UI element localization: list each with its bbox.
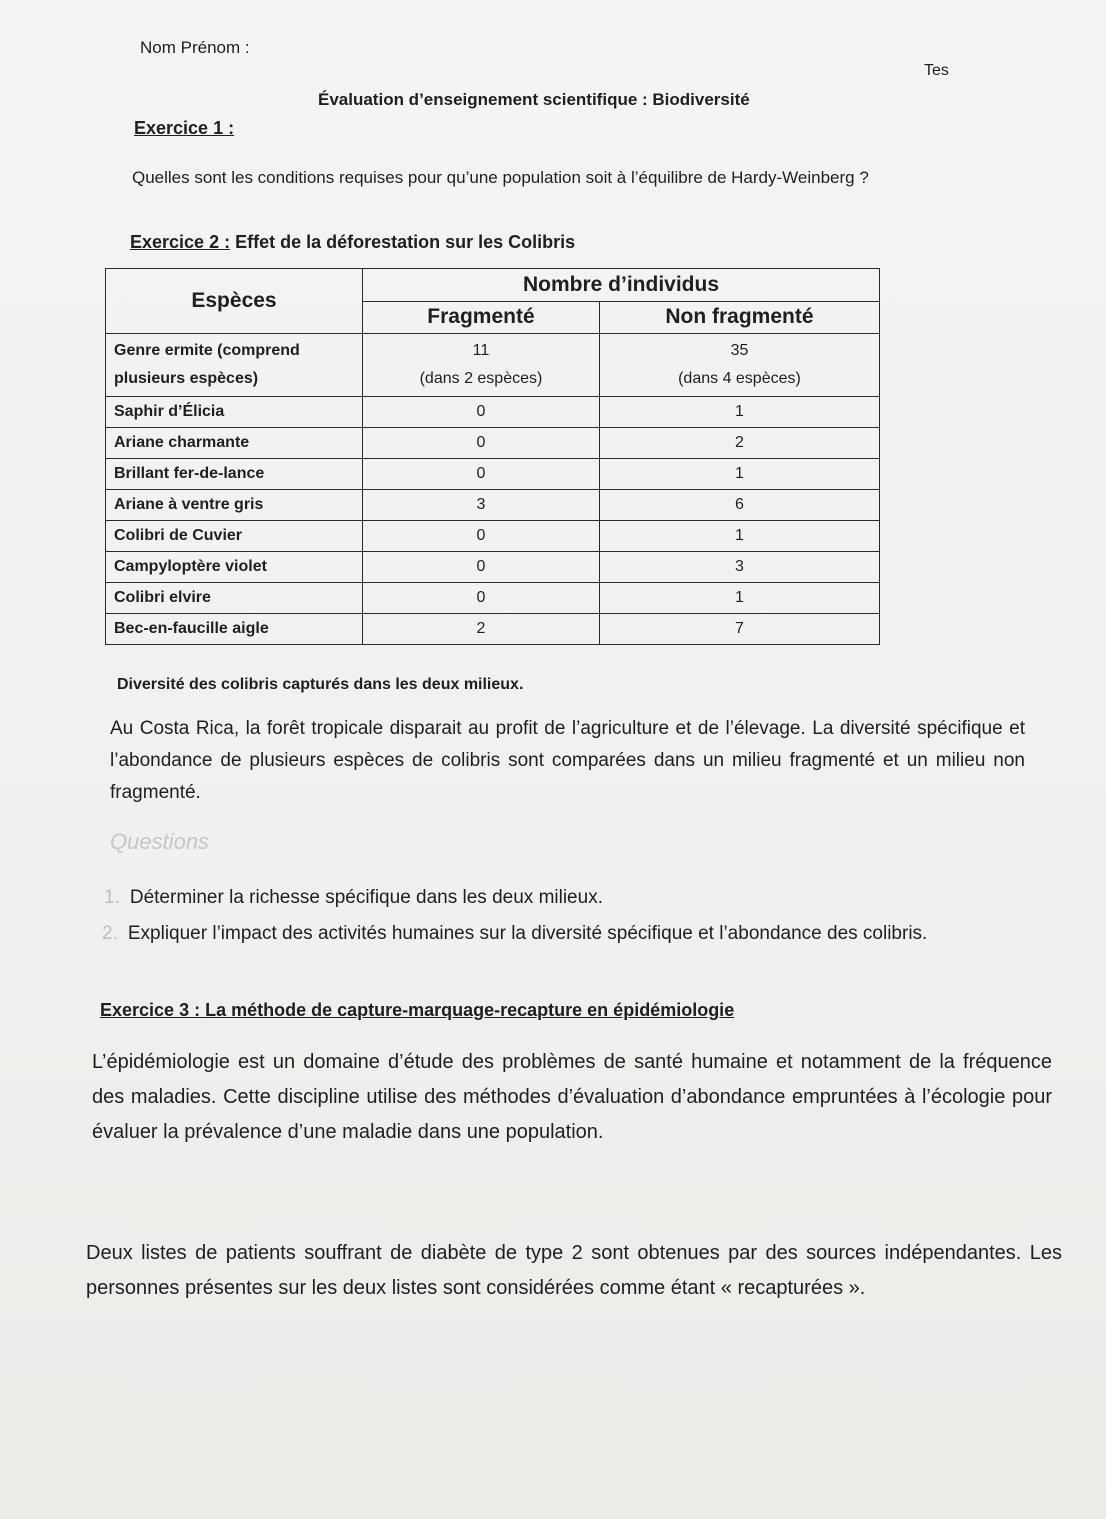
column-header-group: Nombre d’individus (363, 269, 880, 302)
fragmented-cell: 0 (363, 428, 600, 459)
non-fragmented-cell (599, 334, 879, 397)
table-row (106, 614, 880, 645)
question-text: Expliquer l’impact des activités humaines sur la diversité spécifique et l’abondance des colibris. (127, 923, 928, 944)
question-number: 2. (102, 923, 118, 944)
species-cell: Ariane à ventre gris (106, 490, 363, 521)
fragmented-value: 11 (472, 342, 490, 359)
exercise3-heading (100, 1000, 734, 1021)
class-label: Tes (924, 62, 949, 79)
column-header-species: Espèces (106, 269, 363, 334)
non-fragmented-cell: 1 (599, 521, 879, 552)
non-fragmented-cell: 6 (599, 490, 879, 521)
species-cell: Colibri de Cuvier (106, 521, 363, 552)
non-fragmented-value: 35 (730, 342, 749, 359)
hummingbird-table (105, 268, 880, 645)
species-cell: Saphir d’Élicia (106, 397, 363, 428)
fragmented-cell: 0 (363, 521, 600, 552)
exercise1-question: Quelles sont les conditions requises pour qu’une population soit à l’équilibre de Hardy-Weinberg ? (132, 168, 869, 187)
question-item-1 (104, 887, 603, 909)
questions-label: Questions (110, 829, 210, 854)
table-row (106, 490, 880, 521)
column-header-non-fragmented: Non fragmenté (599, 301, 879, 334)
table-row (106, 334, 880, 397)
non-fragmented-cell: 2 (599, 428, 879, 459)
exercise2-heading (130, 232, 575, 253)
exercise1-heading (134, 118, 234, 139)
fragmented-cell: 0 (363, 397, 600, 428)
exercise3-heading-label: Exercice 3 : (100, 1000, 201, 1020)
exercise3-paragraph-2: Deux listes de patients souffrant de diabète de type 2 sont obtenues par des sources indépendantes. Les personnes présentes sur les deux listes sont considérées comme étant « recapturées ». (86, 1242, 1062, 1299)
exercise3-heading-text: La méthode de capture-marquage-recapture en épidémiologie (200, 1000, 735, 1020)
exercise2-heading-text: Effet de la déforestation sur les Colibris (230, 232, 576, 252)
non-fragmented-cell: 3 (599, 552, 879, 583)
species-cell: Brillant fer-de-lance (106, 459, 363, 490)
exercise1-heading-label: Exercice 1 : (134, 118, 235, 138)
species-cell: Colibri elvire (106, 583, 363, 614)
fragmented-cell (363, 334, 600, 397)
species-cell: Ariane charmante (106, 428, 363, 459)
fragmented-cell: 0 (363, 583, 600, 614)
exercise2-paragraph: Au Costa Rica, la forêt tropicale disparait au profit de l’agriculture et de l’élevage. La diversité spécifique et l’abondance de plusieurs espèces de colibris sont comparées dans un milieu fragmenté et un milieu non fragmenté. (110, 718, 1025, 803)
column-header-fragmented: Fragmenté (363, 301, 600, 334)
table-row (106, 428, 880, 459)
exercise2-heading-label: Exercice 2 : (130, 232, 231, 252)
question-item-2 (102, 918, 1002, 950)
species-cell: Bec-en-faucille aigle (106, 614, 363, 645)
question-number: 1. (104, 887, 120, 908)
fragmented-cell: 0 (363, 552, 600, 583)
species-cell: Campyloptère violet (106, 552, 363, 583)
table-row (106, 552, 880, 583)
non-fragmented-cell: 7 (599, 614, 879, 645)
non-fragmented-cell: 1 (599, 397, 879, 428)
fragmented-cell: 3 (363, 490, 600, 521)
fragmented-cell: 2 (363, 614, 600, 645)
name-label: Nom Prénom : (140, 38, 250, 57)
non-fragmented-note: (dans 4 espèces) (678, 370, 801, 387)
fragmented-cell: 0 (363, 459, 600, 490)
table-row (106, 521, 880, 552)
fragmented-note: (dans 2 espèces) (419, 370, 543, 387)
non-fragmented-cell: 1 (599, 583, 879, 614)
table-row (106, 459, 880, 490)
question-text: Déterminer la richesse spécifique dans les deux milieux. (129, 887, 603, 908)
table-row (106, 583, 880, 614)
species-cell: Genre ermite (comprend plusieurs espèces) (106, 334, 363, 397)
exercise3-paragraph-1: L’épidémiologie est un domaine d’étude des problèmes de santé humaine et notamment de la fréquence des maladies. Cette discipline utilise des méthodes d’évaluation d’abondance empruntées à l’écologie pour évaluer la prévalence d’une maladie dans une population. (92, 1051, 1052, 1143)
table-caption: Diversité des colibris capturés dans les deux milieux. (117, 676, 524, 693)
non-fragmented-cell: 1 (599, 459, 879, 490)
table-row (106, 397, 880, 428)
page-title: Évaluation d’enseignement scientifique : Biodiversité (318, 90, 750, 109)
